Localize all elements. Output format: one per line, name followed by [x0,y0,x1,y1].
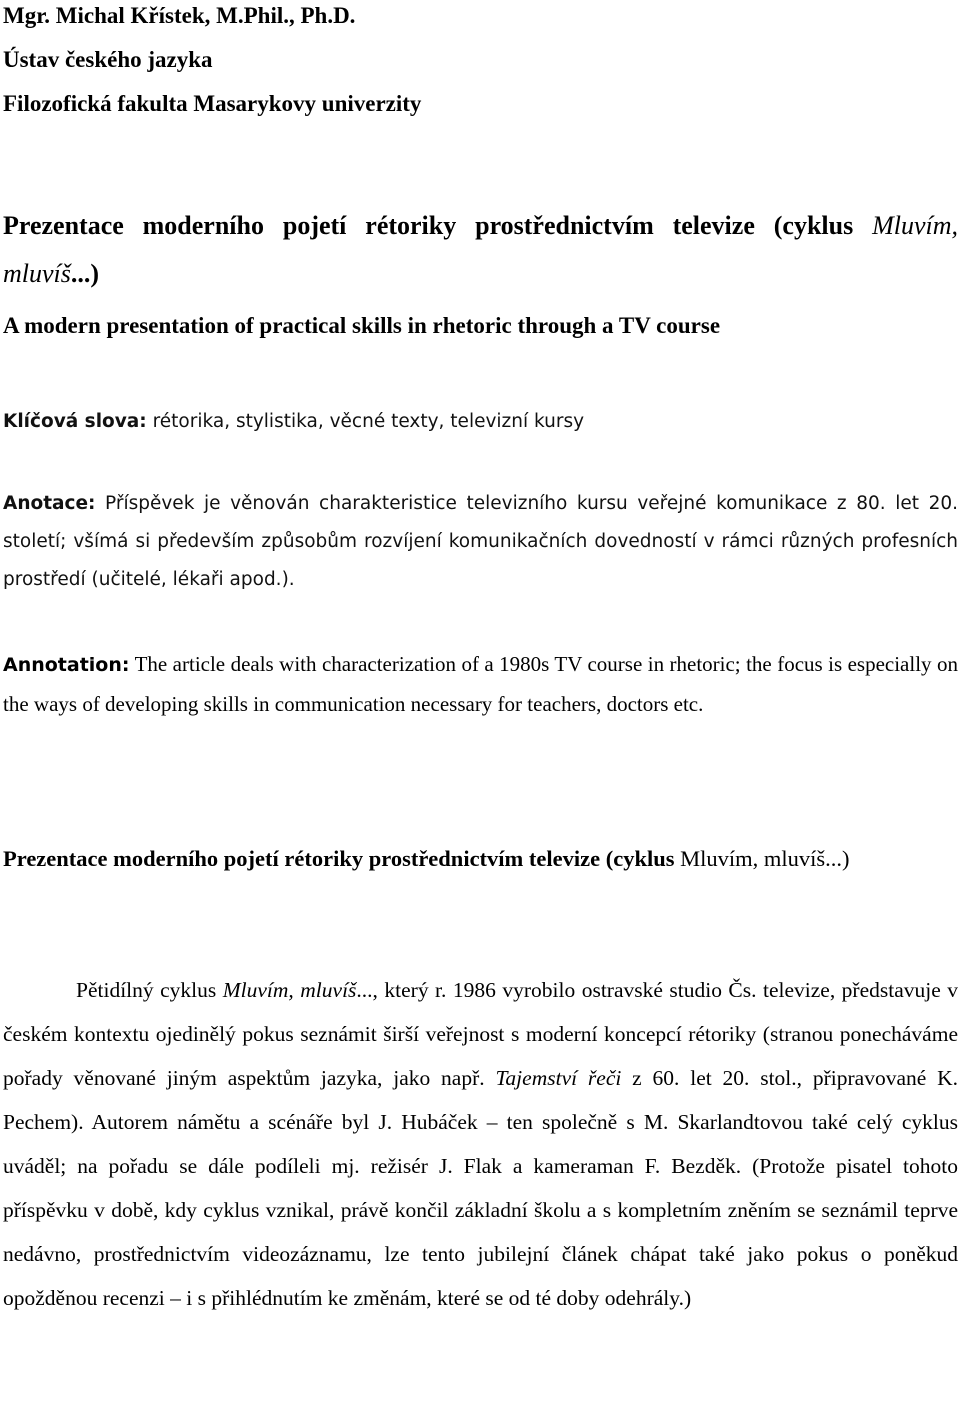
body-s2: ..., který r. 1986 vyrobilo ostravské studio Čs. televize, představuje v českém kontextu ojedinělý pokus seznámit širší veřejnost s moderní koncepcí rétoriky (stranou ponecháváme pořady věnované jiným aspektům jazyka, jako např. [3,978,959,1090]
body-s2-italic: Tajemství řeči [495,1066,622,1090]
annotation-label: Annotation: [3,654,130,676]
body-paragraph [3,968,958,1320]
annotation-text: The article deals with characterization of a 1980s TV course in rhetoric; the focus is especially on the ways of developing skills in communication necessary for teachers, doctors etc. [3,652,958,716]
anotace-label: Anotace: [3,493,96,514]
article-title-cz [3,202,958,298]
keywords-text: rétorika, stylistika, věcné texty, televizní kursy [146,411,585,432]
paragraph-indent [3,978,76,1002]
annotation-en [3,645,958,723]
title-main: Prezentace moderního pojetí rétoriky prostřednictvím televize (cyklus [3,211,873,240]
keywords-label: Klíčová slova: [3,411,147,432]
faculty-name: Filozofická fakulta Masarykovy univerzity [3,91,422,116]
anotace-text: Příspěvek je věnován charakteristice televizního kursu veřejné komunikace z 80. let 20. století; všímá si především způsobům rozvíjení komunikačních dovedností v rámci různých profesních prostředí (učitelé, lékaři apod.). [3,493,958,590]
section-heading-regular: Mluvím, mluvíš...) [674,846,850,871]
title-italic: Mluvím, mluvíš [3,211,958,288]
author-header [3,0,958,126]
department-name: Ústav českého jazyka [3,47,213,72]
anotace-cz [3,485,958,599]
title-end: ...) [70,259,100,288]
section-heading [3,836,958,881]
section-heading-bold: Prezentace moderního pojetí rétoriky prostřednictvím televize (cyklus [3,846,675,871]
body-s1: Pětidílný cyklus [76,978,223,1002]
author-name: Mgr. Michal Křístek, M.Phil., Ph.D. [3,3,356,28]
body-s3: z 60. let 20. stol., připravované K. Pechem). Autorem námětu a scénáře byl J. Hubáček – ten společně s M. Skarlandtovou také celý cyklus uváděl; na pořadu se dále podíleli mj. režisér J. Flak a kameraman F. Bezděk. (Protože pisatel tohoto příspěvku v době, kdy cyklus vznikal, právě končil základní školu a s kompletním zněním se seznámil teprve nedávno, prostřednictvím videozáznamu, lze tento jubilejní článek chápat také jako pokus o poněkud opožděnou recenzi – i s přihlédnutím ke změnám, které se od té doby odehrály.) [3,1066,958,1310]
article-title-en: A modern presentation of practical skills in rhetoric through a TV course [3,313,721,338]
body-s1-italic: Mluvím, mluvíš [222,978,357,1002]
keywords [3,403,958,441]
